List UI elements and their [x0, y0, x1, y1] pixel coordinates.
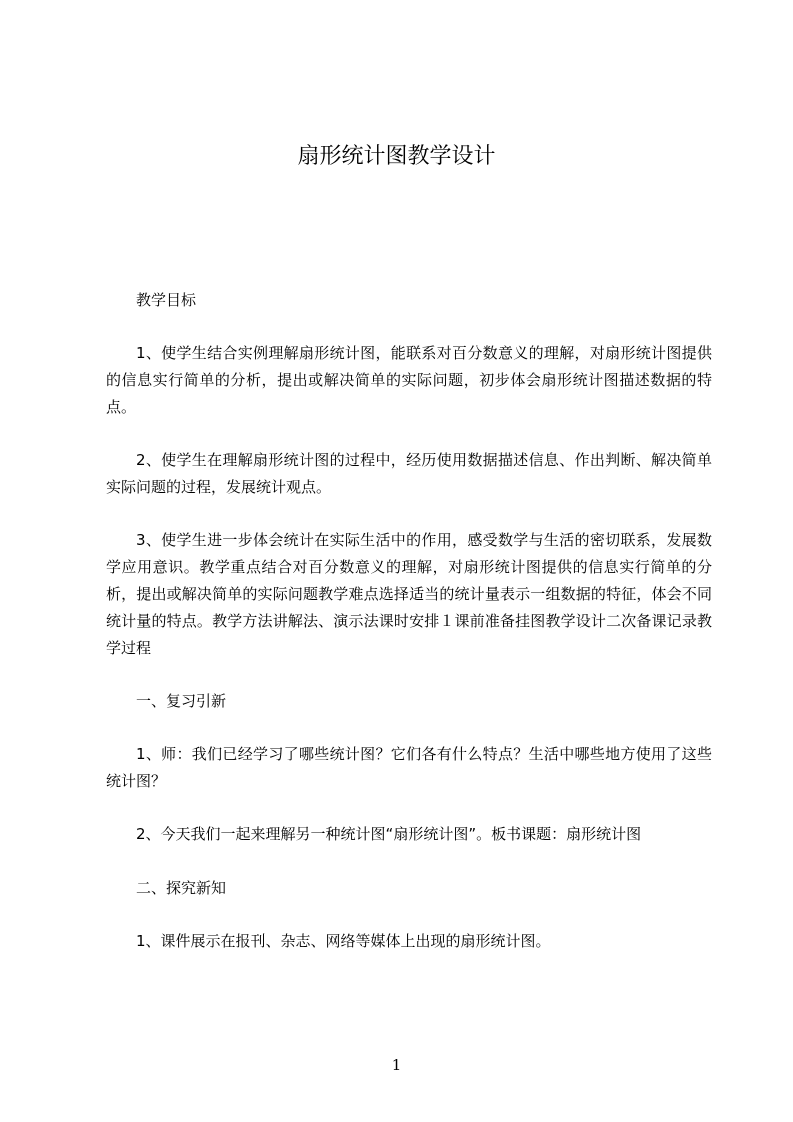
- paragraph-review-1: 1、师：我们已经学习了哪些统计图？它们各有什么特点？生活中哪些地方使用了这些统计图？: [106, 745, 712, 790]
- paragraph-explore-1: 1、课件展示在报刊、杂志、网络等媒体上出现的扇形统计图。: [136, 932, 551, 950]
- section-heading-explore: 二、探究新知: [136, 879, 227, 897]
- page-number: 1: [391, 1056, 402, 1074]
- paragraph-objective-1: 1、使学生结合实例理解扇形统计图，能联系对百分数意义的理解，对扇形统计图提供的信息实行简单的分析，提出或解决简单的实际问题，初步体会扇形统计图描述数据的特点。: [106, 344, 712, 416]
- document-title: 扇形统计图教学设计: [297, 144, 496, 169]
- paragraph-review-2: 2、今天我们一起来理解另一种统计图“扇形统计图”。板书课题：扇形统计图: [136, 825, 642, 843]
- paragraph-objective-2: 2、使学生在理解扇形统计图的过程中，经历使用数据描述信息、作出判断、解决简单实际问题的过程，发展统计观点。: [106, 451, 712, 496]
- section-heading-review: 一、复习引新: [136, 692, 227, 710]
- paragraph-objective-3: 3、使学生进一步体会统计在实际生活中的作用，感受数学与生活的密切联系，发展数学应用意识。教学重点结合对百分数意义的理解，对扇形统计图提供的信息实行简单的分析，提出或解决简单的实际问题教学难点选择适当的统计量表示一组数据的特征，体会不同统计量的特点。教学方法讲解法、演示法课时安排１课前准备挂图教学设计二次备课记录教学过程: [106, 531, 712, 657]
- section-heading-objectives: 教学目标: [136, 291, 197, 309]
